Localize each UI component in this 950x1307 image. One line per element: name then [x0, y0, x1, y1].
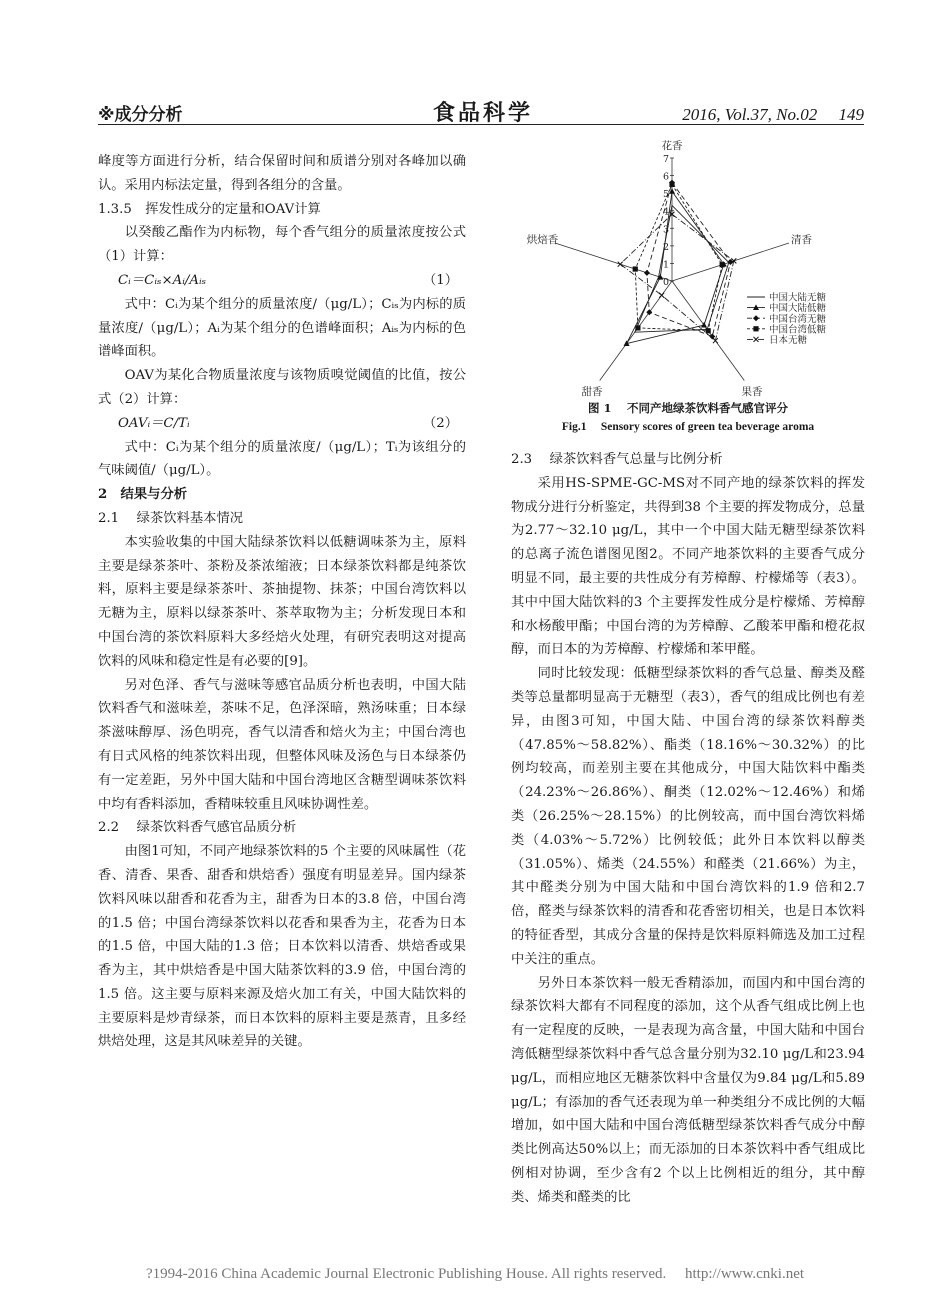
axis-line	[555, 243, 672, 281]
section-heading: 1.3.5 挥发性成分的定量和OAV计算	[98, 201, 321, 217]
tick-label: 2	[662, 241, 669, 253]
paragraph: OAV为某化合物质量浓度与该物质嗅觉阈值的比值，按公式（2）计算：	[98, 368, 466, 407]
section-heading: 2.1 绿茶饮料基本情况	[98, 510, 244, 526]
legend-label: 日本无糖	[769, 335, 808, 346]
axis-label: 花香	[661, 139, 683, 152]
data-point	[635, 325, 640, 330]
equation	[98, 412, 466, 436]
figure-1	[511, 139, 865, 433]
legend-marker	[753, 326, 758, 331]
axis-label: 甜香	[581, 386, 603, 399]
copyright-footer: ?1994-2016 China Academic Journal Electronic Publishing House. All rights reserved. http://www.cnki.net	[145, 1266, 805, 1282]
data-point	[644, 270, 650, 276]
section-heading: 2 结果与分析	[98, 487, 188, 503]
paragraph: 另外日本茶饮料一般无香精添加，而国内和中国台湾的绿茶饮料大都有不同程度的添加，这个从香气组成比例上也有一定程度的反映，一是表现为高含量，中国大陆和中国台湾低糖型绿茶饮料中香气总含量分别为32.10 μg/L和23.94 μg/L，而相应地区无糖茶饮料中含量仅为9.84 μg/L和5.89 μg/L；有添加的香气还表现为单一种类组分不成比例的大幅增加，如中国大陆和中国台湾低糖型绿茶饮料香气成分中醇类比例高达50%以上；而无添加的日本茶饮料中香气组成比例相对协调，至少含有2 个以上比例相近的组分，其中醇类、烯类和醛类的比	[511, 975, 865, 1205]
section-heading: 2.3 绿茶饮料香气总量与比例分析	[511, 452, 723, 467]
paragraph: 峰度等方面进行分析，结合保留时间和质谱分别对各峰加以确认。采用内标法定量，得到各组分的含量。	[98, 154, 466, 193]
tick-label: 3	[662, 224, 669, 236]
paragraph: 由图1可知，不同产地绿茶饮料的5 个主要的风味属性（花香、清香、果香、甜香和烘焙香）强度有明显差异。国内绿茶饮料风味以甜香和花香为主，甜香为日本的3.8 倍，中国台湾的1.5 倍；中国台湾绿茶饮料以花香和果香为主，花香为日本的1.5 倍，中国大陆的1.3 倍；日本饮料以清香、烘焙香或果香为主，其中烘焙香是中国大陆茶饮料的3.9 倍，中国台湾的1.5 倍。这主要与原料来源及焙火加工有关，中国大陆饮料的主要原料是炒青绿茶，而日本饮料的原料主要是蒸青，且多经烘焙处理，这是其风味差异的关键。	[98, 844, 466, 1050]
paragraph: 同时比较发现：低糖型绿茶饮料的香气总量、醇类及醛类等总量都明显高于无糖型（表3），香气的组成比例也有差异，由图3可知，中国大陆、中国台湾的绿茶饮料醇类（47.85%～58.82%）、酯类（18.16%～30.32%）的比例均较高，而差别主要在其他成分，中国大陆饮料中酯类（24.23%～26.86%）、酮类（12.02%～12.46%）和烯类（26.25%～28.15%）的比例较高，而中国台湾饮料烯类（4.03%～5.72%）比例较低；此外日本饮料以醇类（31.05%）、烯类（24.55%）和醛类（21.66%）为主，其中醛类分别为中国大陆和中国台湾饮料的1.9 倍和2.7 倍，醛类与绿茶饮料的清香和花香密切相关，也是日本饮料的特征香型，其成分含量的保持是饮料原料筛选及加工过程中关注的重点。	[511, 666, 865, 967]
paragraph: 式中：Cᵢ为某个组分的质量浓度/（μg/L）；Cᵢₛ为内标的质量浓度/（μg/L）；Aᵢ为某个组分的色谱峰面积；Aᵢₛ为内标的色谱峰面积。	[98, 296, 466, 360]
tick-label: 4	[662, 206, 669, 218]
paragraph: 式中：Cᵢ为某个组分的质量浓度/（μg/L）；Tᵢ为该组分的气味阈值/（μg/L）。	[98, 439, 466, 479]
equation-number: （1）	[422, 272, 458, 288]
left-column	[98, 150, 466, 1054]
paragraph: 另对色泽、香气与滋味等感官品质分析也表明，中国大陆饮料香气和滋味差，茶味不足，色泽深暗，熟汤味重；日本绿茶滋味醇厚、汤色明亮，香气以清香和焙火为主；中国台湾也有日式风格的纯茶饮料出现，但整体风味及汤色与日本绿茶仍有一定差距，另外中国大陆和中国台湾地区含糖型调味茶饮料中均有香料添加，香精味较重且风味协调性差。	[98, 677, 466, 812]
axis-label: 清香	[791, 233, 813, 246]
header-rule	[98, 124, 864, 125]
paragraph: 以癸酸乙酯作为内标物，每个香气组分的质量浓度按公式（1）计算：	[98, 225, 466, 265]
axis-label: 烘焙香	[526, 233, 559, 246]
issue-info: 2016, Vol.37, No.02 149	[682, 105, 864, 124]
journal-logo: 食品科学	[433, 101, 534, 126]
paragraph: 本实验收集的中国大陆绿茶饮料以低糖调味茶为主，原料主要是绿茶茶叶、茶粉及茶浓缩液；日本绿茶饮料都是纯茶饮料，原料主要是绿茶茶叶、茶抽提物、抹茶；中国台湾饮料以无糖为主，原料以绿茶茶叶、茶萃取物为主；分析发现日本和中国台湾的茶饮料原料大多经焙火处理，有研究表明这对提高饮料的风味和稳定性是有必要的[9]。	[98, 534, 466, 669]
tick-label: 1	[662, 259, 669, 271]
data-point	[669, 182, 674, 187]
data-point	[633, 266, 638, 271]
data-point	[706, 328, 711, 333]
paragraph: 采用HS-SPME-GC-MS对不同产地的绿茶饮料的挥发物成分进行分析鉴定，共得到38 个主要的挥发物成分，总量为2.77～32.10 μg/L，其中一个中国大陆无糖型绿茶饮料的总离子流色谱图见图2。不同产地茶饮料的主要香气成分明显不同，最主要的共性成分有芳樟醇、柠檬烯等（表3）。其中中国大陆饮料的3 个主要挥发性成分是柠檬烯、芳樟醇和水杨酸甲酯；中国台湾的为芳樟醇、乙酸苯甲酯和橙花叔醇，而日本的为芳樟醇、柠檬烯和苯甲醛。	[511, 475, 865, 658]
equation	[98, 269, 466, 293]
legend-label: 中国大陆低糖	[769, 303, 827, 315]
equation-body: OAVᵢ＝C/Tᵢ	[118, 415, 190, 431]
equation-number: （2）	[422, 415, 458, 431]
figure-caption-en: Fig.1 Sensory scores of green tea beverage aroma	[561, 421, 815, 433]
tick-label: 6	[662, 171, 669, 183]
legend-label: 中国台湾无糖	[769, 313, 827, 325]
series-line	[627, 191, 724, 343]
series-line	[647, 183, 731, 337]
legend-label: 中国台湾低糖	[769, 324, 827, 336]
section-heading: 2.2 绿茶饮料香气感官品质分析	[98, 820, 297, 836]
data-point	[646, 309, 652, 315]
section-label: ※成分分析	[98, 105, 183, 125]
legend-label: 中国大陆无糖	[769, 292, 827, 304]
radar-chart	[511, 139, 865, 400]
data-point	[720, 262, 725, 267]
figure-caption-cn: 图 1 不同产地绿茶饮料香气感官评分	[587, 401, 788, 415]
equation-body: Cᵢ＝Cᵢₛ×Aᵢ/Aᵢₛ	[118, 272, 207, 288]
legend-marker	[753, 315, 759, 321]
right-column	[511, 448, 865, 1210]
axis-label: 果香	[741, 386, 763, 399]
tick-label: 0	[662, 277, 669, 288]
tick-label: 7	[662, 154, 669, 165]
tick-label: 5	[662, 189, 669, 201]
